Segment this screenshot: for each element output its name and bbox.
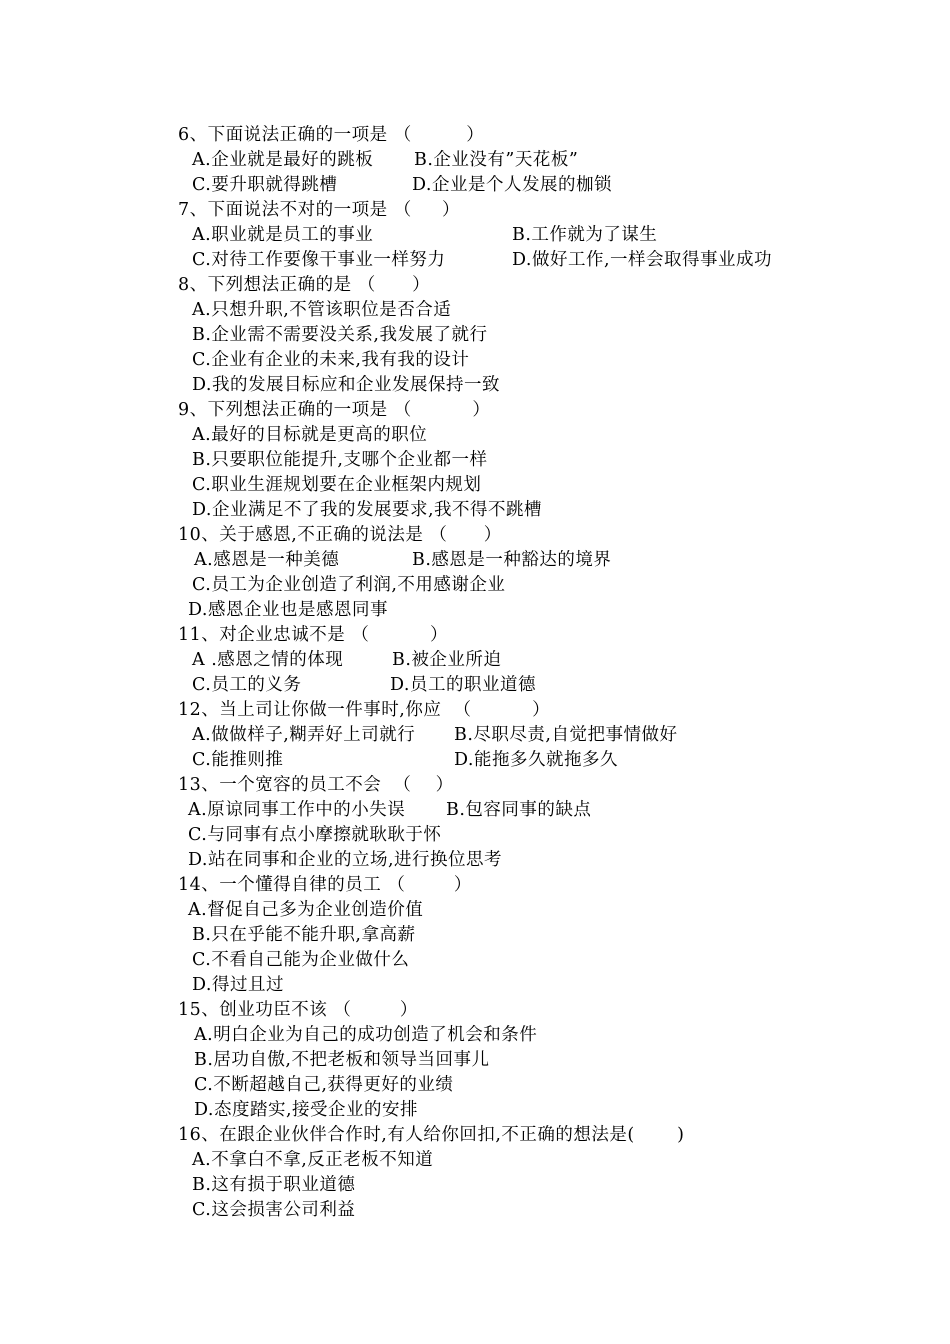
question-12-stem: 12、当上司让你做一件事时,你应 （ ）: [178, 700, 551, 720]
question-7-option-b: B.工作就为了谋生: [512, 225, 658, 245]
question-6-option-d: D.企业是个人发展的枷锁: [412, 175, 612, 195]
question-7-option-c: C.对待工作要像干事业一样努力: [192, 250, 446, 270]
question-7-stem: 7、下面说法不对的一项是 （ ）: [178, 200, 461, 220]
question-9-option-d: D.企业满足不了我的发展要求,我不得不跳槽: [192, 500, 543, 520]
question-13-option-d: D.站在同事和企业的立场,进行换位思考: [188, 850, 503, 870]
question-11-stem: 11、对企业忠诚不是 （ ）: [178, 625, 448, 645]
question-13-option-b: B.包容同事的缺点: [446, 800, 592, 820]
question-6-option-c: C.要升职就得跳槽: [192, 175, 338, 195]
question-11-option-a: A .感恩之情的体现: [192, 650, 344, 670]
question-8-stem: 8、下列想法正确的是 （ ）: [178, 275, 431, 295]
question-15-option-d: D.态度踏实,接受企业的安排: [194, 1100, 419, 1120]
question-11-option-c: C.员工的义务: [192, 675, 302, 695]
question-10-option-a: A.感恩是一种美德: [194, 550, 340, 570]
question-12-option-b: B.尽职尽责,自觉把事情做好: [454, 725, 678, 745]
question-16-option-c: C.这会损害公司利益: [192, 1200, 356, 1220]
question-8-option-c: C.企业有企业的未来,我有我的设计: [192, 350, 470, 370]
question-9-option-b: B.只要职位能提升,支哪个企业都一样: [192, 450, 488, 470]
question-8-option-a: A.只想升职,不管该职位是否合适: [192, 300, 452, 320]
question-14-option-a: A.督促自己多为企业创造价值: [188, 900, 424, 920]
question-10-stem: 10、关于感恩,不正确的说法是 （ ）: [178, 525, 502, 545]
question-15-option-b: B.居功自傲,不把老板和领导当回事儿: [194, 1050, 490, 1070]
question-14-option-c: C.不看自己能为企业做什么: [192, 950, 410, 970]
question-11-option-d: D.员工的职业道德: [390, 675, 536, 695]
question-16-option-b: B.这有损于职业道德: [192, 1175, 356, 1195]
question-6-stem: 6、下面说法正确的一项是 （ ）: [178, 125, 485, 145]
question-13-stem: 13、一个宽容的员工不会 （ ）: [178, 775, 454, 795]
question-7-option-d: D.做好工作,一样会取得事业成功: [512, 250, 773, 270]
question-16-option-a: A.不拿白不拿,反正老板不知道: [192, 1150, 434, 1170]
question-15-option-a: A.明白企业为自己的成功创造了机会和条件: [194, 1025, 538, 1045]
question-13-option-c: C.与同事有点小摩擦就耿耿于怀: [188, 825, 442, 845]
question-15-option-c: C.不断超越自己,获得更好的业绩: [194, 1075, 454, 1095]
question-12-option-a: A.做做样子,糊弄好上司就行: [192, 725, 416, 745]
question-12-option-c: C.能推则推: [192, 750, 284, 770]
question-10-option-d: D.感恩企业也是感恩同事: [188, 600, 388, 620]
question-14-stem: 14、一个懂得自律的员工 （ ）: [178, 875, 472, 895]
question-6-option-b: B.企业没有”天花板”: [414, 150, 579, 170]
question-15-stem: 15、创业功臣不该 （ ）: [178, 1000, 418, 1020]
question-11-option-b: B.被企业所迫: [392, 650, 502, 670]
question-14-option-d: D.得过且过: [192, 975, 284, 995]
question-16-stem: 16、在跟企业伙伴合作时,有人给你回扣,不正确的想法是( ): [178, 1125, 685, 1145]
question-8-option-b: B.企业需不需要没关系,我发展了就行: [192, 325, 488, 345]
question-10-option-b: B.感恩是一种豁达的境界: [412, 550, 612, 570]
question-12-option-d: D.能拖多久就拖多久: [454, 750, 618, 770]
question-9-option-c: C.职业生涯规划要在企业框架内规划: [192, 475, 482, 495]
question-9-stem: 9、下列想法正确的一项是 （ ）: [178, 400, 491, 420]
question-8-option-d: D.我的发展目标应和企业发展保持一致: [192, 375, 500, 395]
question-7-option-a: A.职业就是员工的事业: [192, 225, 374, 245]
question-6-option-a: A.企业就是最好的跳板: [192, 150, 374, 170]
question-9-option-a: A.最好的目标就是更高的职位: [192, 425, 428, 445]
question-14-option-b: B.只在乎能不能升职,拿高薪: [192, 925, 416, 945]
question-13-option-a: A.原谅同事工作中的小失误: [188, 800, 406, 820]
question-10-option-c: C.员工为企业创造了利润,不用感谢企业: [192, 575, 506, 595]
